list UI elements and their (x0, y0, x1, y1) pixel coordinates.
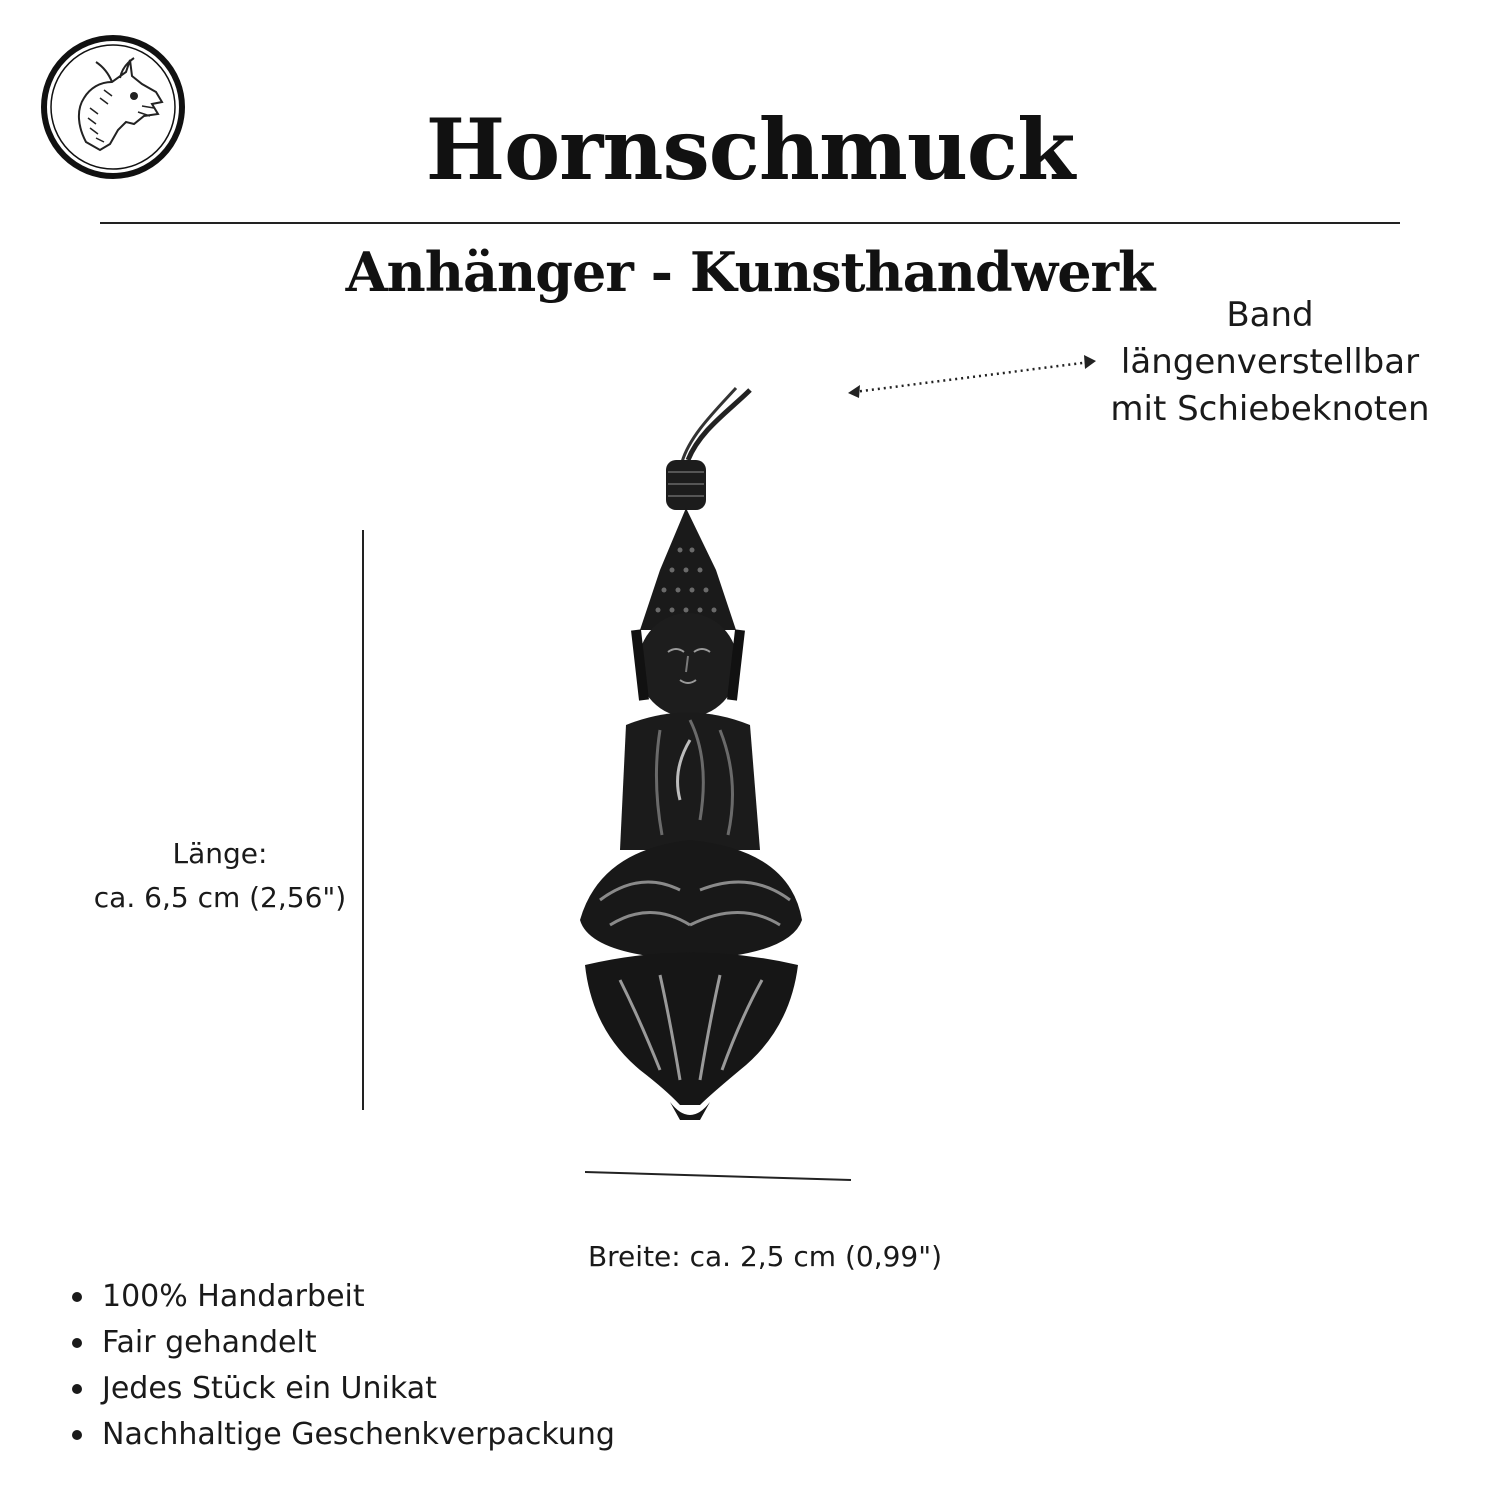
page-subtitle: Anhänger - Kunsthandwerk (345, 240, 1155, 304)
feature-list (68, 1274, 615, 1458)
length-dimension-line (362, 530, 364, 1110)
band-note-line: mit Schiebeknoten (1110, 389, 1430, 429)
title-divider (100, 222, 1400, 224)
feature-item: Jedes Stück ein Unikat (68, 1366, 615, 1412)
feature-item: Fair gehandelt (68, 1320, 615, 1366)
bullet-icon (72, 1430, 82, 1440)
width-label: Breite: ca. 2,5 cm (0,99") (587, 1240, 943, 1273)
buddha-pendant-image (540, 380, 840, 1160)
bullet-icon (72, 1384, 82, 1394)
band-pointer-arrow (840, 340, 1110, 410)
width-dimension-line (585, 1164, 855, 1194)
length-label-line: Länge: (172, 837, 268, 870)
bullet-icon (72, 1338, 82, 1348)
band-note-line: längenverstellbar (1120, 342, 1420, 382)
length-label (60, 832, 380, 920)
feature-item: Nachhaltige Geschenkverpackung (68, 1412, 615, 1458)
band-note (1080, 292, 1460, 433)
bullet-icon (72, 1292, 82, 1302)
band-note-line: Band (1226, 295, 1314, 335)
feature-item: 100% Handarbeit (68, 1274, 615, 1320)
length-label-line: ca. 6,5 cm (2,56") (93, 881, 347, 914)
page-title: Hornschmuck (425, 100, 1075, 199)
